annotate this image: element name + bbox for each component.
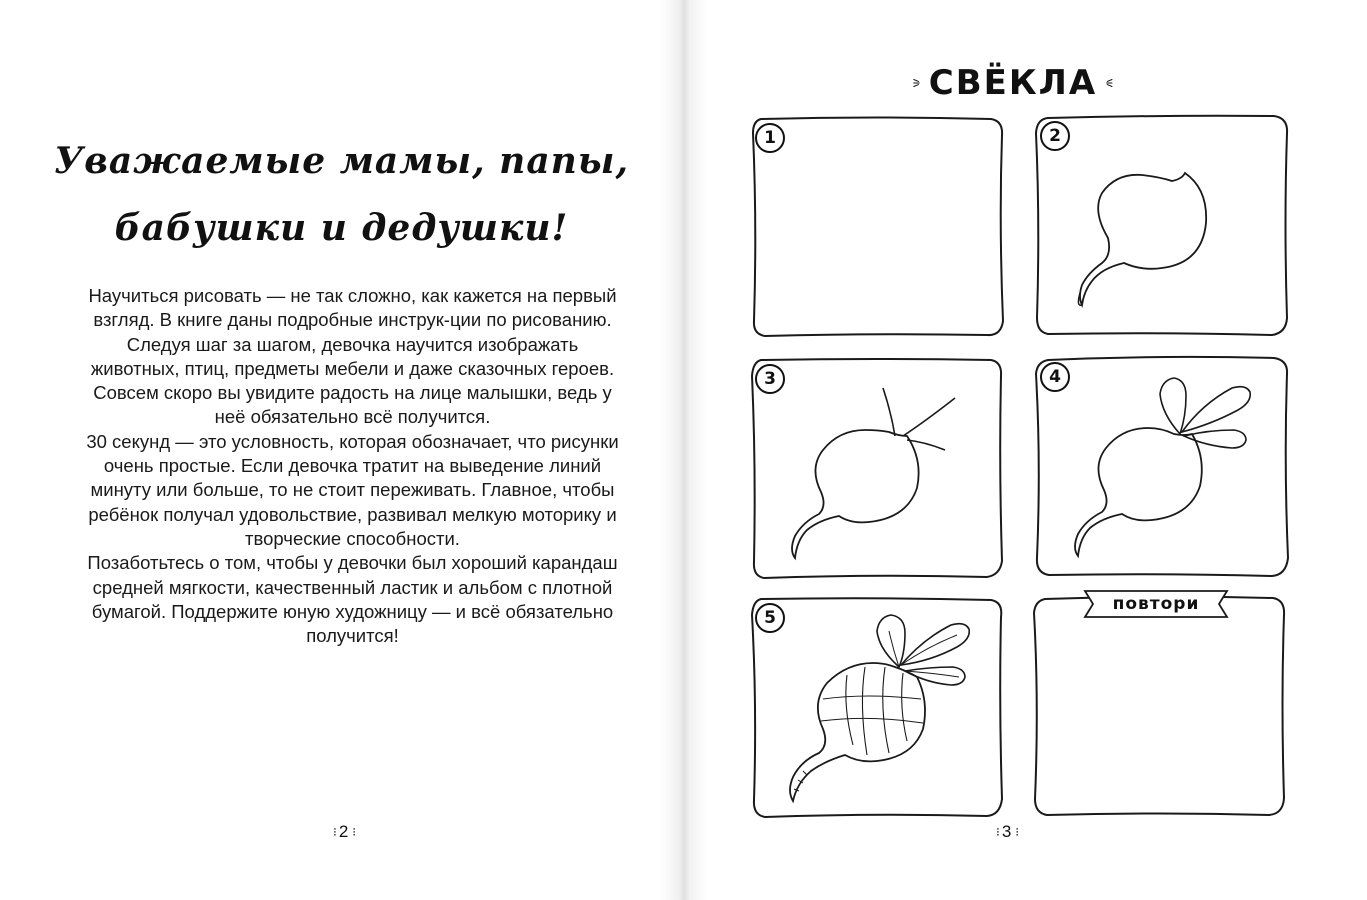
heading-line-1: Уважаемые мамы, папы, <box>53 140 630 182</box>
book-gutter <box>660 0 708 900</box>
repeat-frame <box>1029 593 1289 818</box>
step-3-frame <box>747 356 1007 581</box>
frame-border <box>747 115 1007 340</box>
intro-text <box>80 284 625 648</box>
paragraph-2: 30 секунд — это условность, которая обозначает, что рисунки очень простые. Если девочка тратит на выведение линий минуту или больше, то не стоит переживать. Главное, чтобы ребёнок получал удовольствие, развивал мелкую моторику и творческие способности. <box>86 430 619 549</box>
paragraph-1: Научиться рисовать — не так сложно, как кажется на первый взгляд. В книге даны подробные инструк-ции по рисованию. Следуя шаг за шагом, девочка научится изображать животных, птиц, предметы мебели и даже сказочных героев. Совсем скоро вы увидите радость на лице малышки, ведь у неё обязательно всё получится. <box>88 285 617 428</box>
page-number-right-value: 3 <box>1001 822 1012 841</box>
step-number-badge: 3 <box>755 364 785 394</box>
tick-right-icon: ⁝ <box>352 825 355 839</box>
paragraph-3: Позаботьтесь о том, чтобы у девочки был хороший карандаш средней мягкости, качественный ластик и альбом с плотной бумагой. Поддержите юную художницу — и всё обязательно получится! <box>87 552 618 647</box>
page-title: СВЁКЛА <box>928 63 1098 103</box>
title-dashes-right-icon <box>1105 68 1113 98</box>
step-5-frame <box>747 595 1007 820</box>
step-2-frame <box>1032 113 1292 338</box>
page-number-right <box>996 822 1017 842</box>
tick-left-icon: ⁝ <box>996 825 998 839</box>
beet-stems-icon <box>747 356 1007 581</box>
repeat-label: повтори <box>1112 594 1200 614</box>
tick-left-icon: ⁝ <box>333 825 335 839</box>
beet-outline-icon <box>1032 113 1292 338</box>
step-4-frame <box>1032 354 1292 579</box>
page-number-left <box>333 822 354 842</box>
tick-right-icon: ⁝ <box>1015 825 1018 839</box>
step-number-badge: 1 <box>755 123 785 153</box>
frame-border <box>1029 593 1289 818</box>
step-number-badge: 4 <box>1040 362 1070 392</box>
right-page <box>683 0 1367 900</box>
left-page <box>0 0 683 900</box>
heading-line-2: бабушки и дедушки! <box>114 207 569 249</box>
step-number-badge: 5 <box>755 603 785 633</box>
title-block <box>913 60 1113 106</box>
beet-finished-icon <box>747 595 1007 820</box>
page-number-left-value: 2 <box>338 822 349 841</box>
title-dashes-left-icon <box>913 68 921 98</box>
beet-leaves-icon <box>1032 354 1292 579</box>
step-1-frame <box>747 115 1007 340</box>
step-number-badge: 2 <box>1040 121 1070 151</box>
